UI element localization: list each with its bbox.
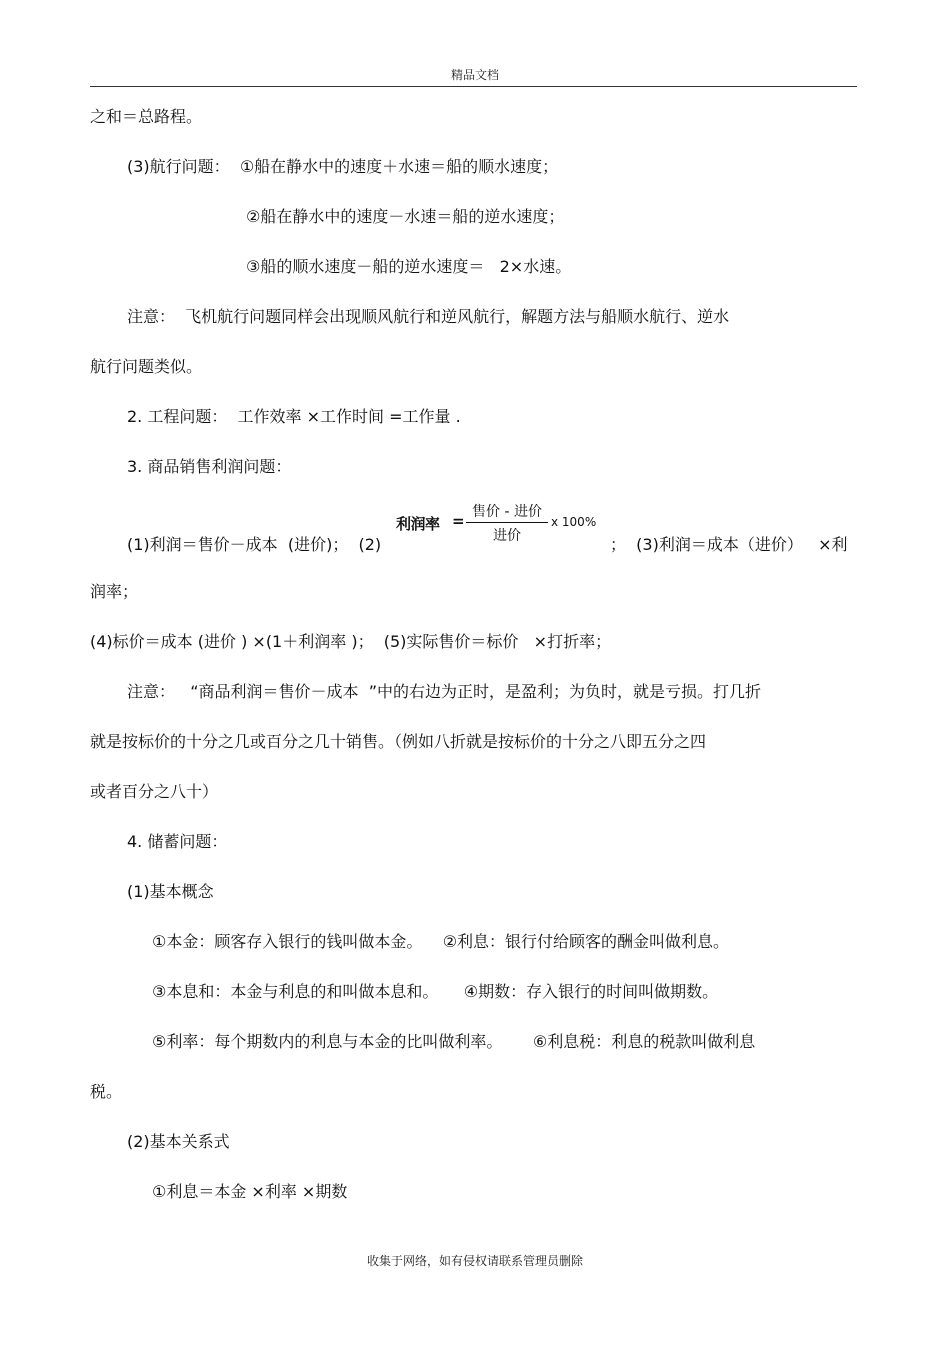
text-line: 税。 bbox=[90, 1082, 123, 1101]
profit-rate-formula bbox=[396, 500, 611, 548]
text-line: 注意： 飞机航行问题同样会出现顺风航行和逆风航行，解题方法与船顺水航行、逆水 bbox=[127, 307, 730, 326]
page-footer: 收集于网络，如有侵权请联系管理员删除 bbox=[366, 1254, 583, 1268]
text-line: ； (3)利润＝成本（进价） ×利 bbox=[610, 535, 848, 554]
formula-lhs: 利润率 bbox=[396, 515, 440, 533]
text-line: ①本金：顾客存入银行的钱叫做本金。 ②利息：银行付给顾客的酬金叫做利息。 bbox=[152, 932, 730, 951]
formula-multiplier: x 100% bbox=[551, 515, 597, 529]
formula-denominator: 进价 bbox=[493, 528, 521, 544]
text-line: ①利息＝本金 ×利率 ×期数 bbox=[152, 1182, 348, 1201]
text-line: 就是按标价的十分之几或百分之几十销售。（例如八折就是按标价的十分之八即五分之四 bbox=[90, 732, 707, 751]
fraction-bar bbox=[466, 522, 548, 523]
text-line: ②船在静水中的速度－水速＝船的逆水速度； bbox=[246, 207, 565, 226]
text-line: ⑤利率：每个期数内的利息与本金的比叫做利率。 ⑥利息税：利息的税款叫做利息 bbox=[152, 1032, 756, 1051]
header-divider bbox=[90, 86, 857, 87]
text-line: 2. 工程问题： 工作效率 ×工作时间 =工作量 . bbox=[127, 407, 461, 426]
text-line: (2)基本关系式 bbox=[127, 1132, 230, 1151]
text-line: 航行问题类似。 bbox=[90, 357, 203, 376]
text-line: 之和＝总路程。 bbox=[90, 107, 203, 126]
text-line: 4. 储蓄问题： bbox=[127, 832, 228, 851]
text-line: 注意： “商品利润＝售价－成本 ”中的右边为正时，是盈利；为负时，就是亏损。打几折 bbox=[127, 682, 762, 701]
page-header: 精品文档 bbox=[450, 68, 499, 82]
text-line: ③本息和：本金与利息的和叫做本息和。 ④期数：存入银行的时间叫做期数。 bbox=[152, 982, 719, 1001]
text-line: 润率； bbox=[90, 582, 139, 601]
text-line: (4)标价＝成本 (进价 ) ×(1＋利润率 )； (5)实际售价＝标价 ×打折率； bbox=[90, 632, 612, 651]
formula-equals: = bbox=[452, 512, 465, 530]
text-line: (1)基本概念 bbox=[127, 882, 214, 901]
text-line: 或者百分之八十） bbox=[90, 782, 219, 801]
text-line: 3. 商品销售利润问题： bbox=[127, 457, 292, 476]
text-line: (1)利润＝售价－成本 (进价)； (2) bbox=[127, 535, 382, 554]
formula-numerator: 售价 - 进价 bbox=[472, 504, 542, 520]
text-line: (3)航行问题： ①船在静水中的速度＋水速＝船的顺水速度； bbox=[127, 157, 559, 176]
text-line: ③船的顺水速度－船的逆水速度＝ 2×水速。 bbox=[246, 257, 572, 276]
